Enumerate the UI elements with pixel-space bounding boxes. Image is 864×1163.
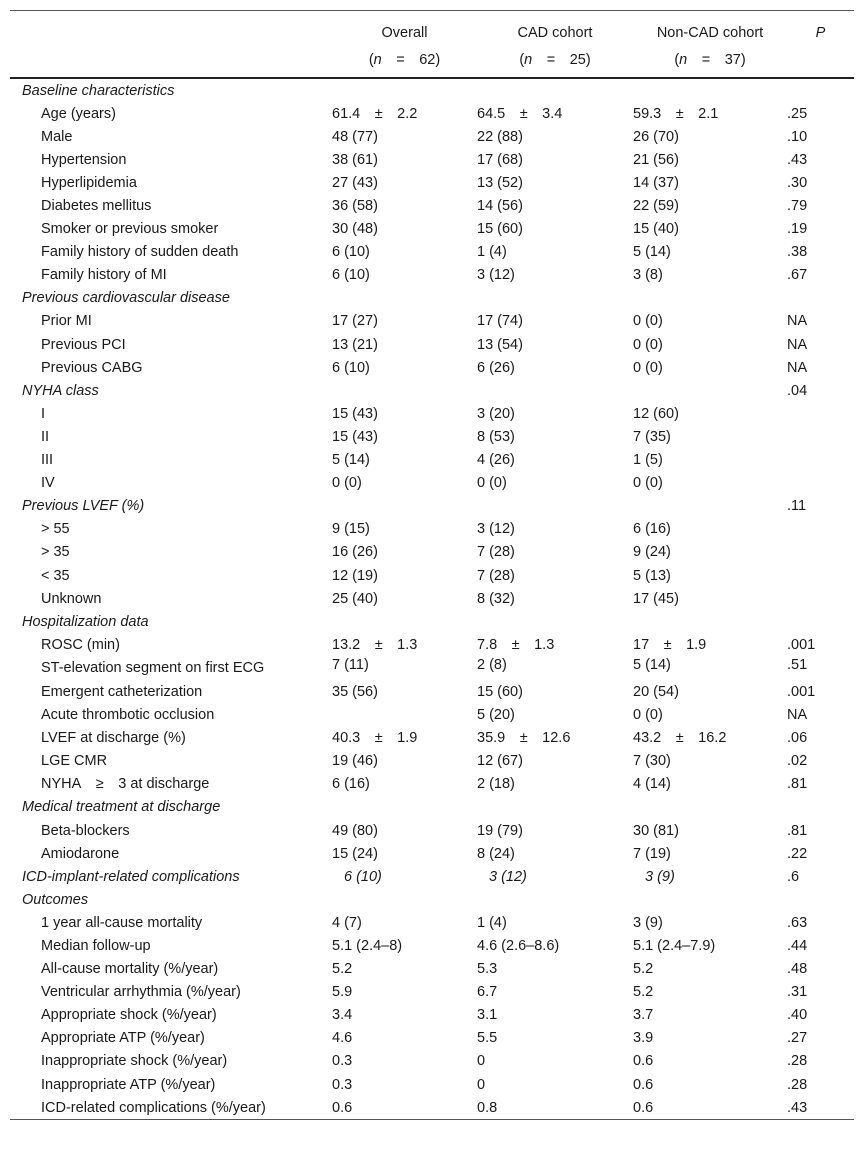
cell-noncad: 5 (14) <box>633 657 671 674</box>
row-label: Amiodarone <box>41 845 120 862</box>
section-title: Outcomes <box>22 891 89 908</box>
table-row <box>10 911 854 934</box>
header-noncad: Non-CAD cohort <box>633 11 787 44</box>
cell-overall: 48 (77) <box>332 128 378 145</box>
row-label: ICD-related complications (%/year) <box>10 1096 332 1120</box>
cell-overall: 30 (48) <box>332 221 378 238</box>
row-label: Ventricular arrhythmia (%/year) <box>41 984 241 1001</box>
cell-p-value <box>787 425 854 448</box>
table-row <box>10 1096 854 1120</box>
cell-overall: 4 (7) <box>332 914 362 931</box>
cell-cad: 64.5 ± 3.4 <box>477 105 563 122</box>
cell-p-value: .19 <box>787 221 808 238</box>
cell-overall: 35 (56) <box>332 683 378 700</box>
cell-noncad: 26 (70) <box>633 128 679 145</box>
header-blank <box>10 11 332 44</box>
cell-overall: 7 (11) <box>332 657 369 674</box>
cell-p-value: .31 <box>787 984 808 1001</box>
cell-overall: 25 (40) <box>332 590 378 607</box>
cell-p-value: NA <box>787 359 808 376</box>
row-label: Inappropriate ATP (%/year) <box>41 1076 216 1093</box>
cell-empty <box>633 495 787 518</box>
row-label: 1 year all-cause mortality <box>41 914 203 931</box>
cell-overall: 6 (10) <box>332 267 370 284</box>
cell-cad: 35.9 ± 12.6 <box>477 730 571 747</box>
row-label: Appropriate shock (%/year) <box>41 1007 217 1024</box>
cell-noncad: 22 (59) <box>633 198 679 215</box>
row-label: ST-elevation segment on first ECG <box>41 660 265 677</box>
cell-empty <box>477 287 633 310</box>
header-noncad-n: (n = 37) <box>633 43 787 78</box>
cell-empty <box>633 888 787 911</box>
cell-overall <box>332 704 477 727</box>
cell-overall: 27 (43) <box>332 174 378 191</box>
cell-overall: 15 (43) <box>332 428 378 445</box>
header-p: P <box>787 11 854 44</box>
cell-cad: 8 (32) <box>477 590 515 607</box>
cell-p-value: .25 <box>787 105 808 122</box>
data-table <box>10 10 854 1120</box>
row-label: Family history of sudden death <box>41 244 239 261</box>
row-label: < 35 <box>41 567 70 584</box>
table-row <box>10 541 854 564</box>
cell-empty <box>332 888 477 911</box>
cell-cad: 3 (12) <box>489 868 527 885</box>
section-title: Previous LVEF (%) <box>22 498 145 515</box>
cell-cad: 3 (20) <box>477 405 515 422</box>
cell-empty <box>633 796 787 819</box>
section-row <box>10 495 854 518</box>
cell-empty <box>332 610 477 633</box>
cell-p-value: NA <box>787 313 808 330</box>
section-title: Medical treatment at discharge <box>22 799 221 816</box>
row-label: Median follow-up <box>41 938 151 955</box>
cell-noncad: 59.3 ± 2.1 <box>633 105 719 122</box>
section-p-value <box>787 78 854 102</box>
cell-noncad: 0.6 <box>633 1096 787 1120</box>
cell-cad: 3.1 <box>477 1007 498 1024</box>
cell-noncad: 17 (45) <box>633 590 679 607</box>
cell-p-value: .43 <box>787 1096 854 1120</box>
cell-overall: 40.3 ± 1.9 <box>332 730 418 747</box>
cell-noncad: 3.7 <box>633 1007 654 1024</box>
cell-p-value: .81 <box>787 776 808 793</box>
cell-overall: 19 (46) <box>332 753 378 770</box>
row-label: Family history of MI <box>41 267 167 284</box>
cell-empty <box>332 796 477 819</box>
cell-noncad: 1 (5) <box>633 452 663 469</box>
row-label: NYHA ≥ 3 at discharge <box>41 776 210 793</box>
cell-empty <box>477 379 633 402</box>
row-label: Emergent catheterization <box>41 683 203 700</box>
cell-cad: 13 (52) <box>477 174 523 191</box>
cell-noncad: 0 (0) <box>633 336 663 353</box>
cell-overall: 16 (26) <box>332 544 378 561</box>
table-row <box>10 704 854 727</box>
section-title: Baseline characteristics <box>22 82 175 99</box>
section-title: NYHA class <box>22 382 99 399</box>
data-table-container <box>10 10 854 1120</box>
cell-cad: 8 (24) <box>477 845 515 862</box>
cell-p-value <box>787 564 854 587</box>
cell-cad: 1 (4) <box>477 914 507 931</box>
cell-noncad: 5.1 (2.4–7.9) <box>633 938 716 955</box>
cell-overall: 5.1 (2.4–8) <box>332 938 403 955</box>
cell-overall: 3.4 <box>332 1007 353 1024</box>
section-title: Hospitalization data <box>22 613 149 630</box>
section-p-value <box>787 796 854 819</box>
row-label: Acute thrombotic occlusion <box>41 707 215 724</box>
table-body <box>10 78 854 1120</box>
cell-cad: 0.8 <box>477 1096 633 1120</box>
cell-p-value <box>787 587 854 610</box>
cell-noncad: 17 ± 1.9 <box>633 636 707 653</box>
row-label: Hyperlipidemia <box>41 174 137 191</box>
row-label: Smoker or previous smoker <box>41 221 219 238</box>
cell-noncad: 4 (14) <box>633 776 671 793</box>
cell-overall: 15 (43) <box>332 405 378 422</box>
cell-cad: 4.6 (2.6–8.6) <box>477 938 560 955</box>
table-row <box>10 310 854 333</box>
cell-noncad: 21 (56) <box>633 151 679 168</box>
cell-cad: 8 (53) <box>477 428 515 445</box>
table-row <box>10 449 854 472</box>
cell-empty <box>633 610 787 633</box>
cell-cad: 0 <box>477 1053 486 1070</box>
header-cad-n: (n = 25) <box>477 43 633 78</box>
cell-noncad: 3.9 <box>633 1030 654 1047</box>
header-p-n <box>787 43 854 78</box>
cell-overall: 0 (0) <box>332 475 362 492</box>
cell-p-value: NA <box>787 336 808 353</box>
cell-overall: 12 (19) <box>332 567 378 584</box>
row-label: > 35 <box>41 544 70 561</box>
row-label: Male <box>41 128 73 145</box>
cell-overall: 36 (58) <box>332 198 378 215</box>
cell-noncad: 30 (81) <box>633 822 679 839</box>
cell-empty <box>477 888 633 911</box>
cell-p-value <box>787 402 854 425</box>
cell-p-value: .02 <box>787 753 808 770</box>
cell-noncad: 5 (14) <box>633 244 671 261</box>
cell-noncad: 12 (60) <box>633 405 679 422</box>
cell-noncad: 7 (19) <box>633 845 671 862</box>
cell-p-value: .30 <box>787 174 808 191</box>
cell-cad: 19 (79) <box>477 822 523 839</box>
cell-overall: 6 (10) <box>332 244 370 261</box>
cell-p-value: NA <box>787 707 808 724</box>
section-row <box>10 379 854 402</box>
cell-overall: 4.6 <box>332 1030 353 1047</box>
table-row <box>10 425 854 448</box>
cell-p-value <box>787 518 854 541</box>
section-row <box>10 796 854 819</box>
table-row <box>10 518 854 541</box>
cell-empty <box>633 379 787 402</box>
cell-cad: 0 (0) <box>477 475 507 492</box>
cell-empty <box>633 78 787 102</box>
cell-overall: 5.2 <box>332 961 353 978</box>
cell-p-value: .44 <box>787 938 808 955</box>
cell-noncad: 0 (0) <box>633 707 663 724</box>
cell-noncad: 5.2 <box>633 961 654 978</box>
header-cad: CAD cohort <box>477 11 633 44</box>
row-label: LVEF at discharge (%) <box>41 730 186 747</box>
cell-p-value: .51 <box>787 657 808 674</box>
cell-overall: 9 (15) <box>332 521 370 538</box>
section-row <box>10 888 854 911</box>
section-title: Previous cardiovascular disease <box>22 290 230 307</box>
table-row <box>10 102 854 125</box>
cell-empty <box>477 78 633 102</box>
cell-p-value: .43 <box>787 151 808 168</box>
table-row <box>10 819 854 842</box>
table-row <box>10 241 854 264</box>
cell-overall: 0.6 <box>332 1096 477 1120</box>
cell-p-value: .81 <box>787 822 808 839</box>
cell-cad: 7 (28) <box>477 567 515 584</box>
cell-noncad: 0 (0) <box>633 475 663 492</box>
section-p-value: .04 <box>787 382 808 399</box>
cell-noncad: 15 (40) <box>633 221 679 238</box>
cell-cad: 17 (68) <box>477 151 523 168</box>
cell-overall: 49 (80) <box>332 822 378 839</box>
cell-p-value <box>787 541 854 564</box>
cell-empty <box>633 287 787 310</box>
header-overall: Overall <box>332 11 477 44</box>
table-row <box>10 1073 854 1096</box>
row-label: Unknown <box>41 590 102 607</box>
table-row <box>10 934 854 957</box>
section-row <box>10 865 854 888</box>
header-overall-n: (n = 62) <box>332 43 477 78</box>
cell-empty <box>477 796 633 819</box>
cell-cad: 3 (12) <box>477 521 515 538</box>
cell-cad: 2 (8) <box>477 657 507 674</box>
table-row <box>10 1027 854 1050</box>
row-label: Previous CABG <box>41 359 143 376</box>
table-row <box>10 356 854 379</box>
cell-cad: 12 (67) <box>477 753 523 770</box>
row-label: ROSC (min) <box>41 636 120 653</box>
section-p-value <box>787 888 854 911</box>
row-label: Age (years) <box>41 105 116 122</box>
cell-p-value: .28 <box>787 1076 808 1093</box>
header-blank-sub <box>10 43 332 78</box>
row-label: Beta-blockers <box>41 822 130 839</box>
section-row <box>10 610 854 633</box>
cell-p-value: .38 <box>787 244 808 261</box>
cell-overall: 6 (16) <box>332 776 370 793</box>
cell-overall: 6 (10) <box>344 868 382 885</box>
table-row <box>10 656 854 680</box>
cell-overall: 5.9 <box>332 984 353 1001</box>
cell-p-value: .27 <box>787 1030 808 1047</box>
table-row <box>10 958 854 981</box>
table-row <box>10 981 854 1004</box>
table-row <box>10 773 854 796</box>
cell-noncad: 3 (9) <box>645 868 675 885</box>
row-label: Diabetes mellitus <box>41 198 152 215</box>
table-row <box>10 727 854 750</box>
section-row <box>10 78 854 102</box>
cell-overall: 0.3 <box>332 1076 353 1093</box>
cell-cad: 15 (60) <box>477 221 523 238</box>
cell-cad: 0 <box>477 1076 486 1093</box>
cell-cad: 5 (20) <box>477 707 515 724</box>
row-label: IV <box>41 475 55 492</box>
cell-noncad: 3 (8) <box>633 267 663 284</box>
cell-cad: 2 (18) <box>477 776 515 793</box>
section-row <box>10 287 854 310</box>
cell-p-value: .001 <box>787 636 816 653</box>
table-row <box>10 750 854 773</box>
cell-overall: 0.3 <box>332 1053 353 1070</box>
cell-overall: 5 (14) <box>332 452 370 469</box>
cell-noncad: 5 (13) <box>633 567 671 584</box>
cell-noncad: 7 (35) <box>633 428 671 445</box>
section-p-value: .6 <box>787 868 800 885</box>
table-row <box>10 264 854 287</box>
cell-cad: 5.5 <box>477 1030 498 1047</box>
table-row <box>10 680 854 703</box>
table-row <box>10 587 854 610</box>
cell-p-value: .28 <box>787 1053 808 1070</box>
table-row <box>10 125 854 148</box>
cell-noncad: 0 (0) <box>633 313 663 330</box>
section-title: ICD-implant-related complications <box>22 868 240 885</box>
row-label: LGE CMR <box>41 753 108 770</box>
section-p-value <box>787 610 854 633</box>
cell-overall: 6 (10) <box>332 359 370 376</box>
cell-cad: 5.3 <box>477 961 498 978</box>
table-row <box>10 333 854 356</box>
cell-noncad: 0.6 <box>633 1076 654 1093</box>
cell-cad: 17 (74) <box>477 313 523 330</box>
row-label: All-cause mortality (%/year) <box>41 961 219 978</box>
cell-noncad: 6 (16) <box>633 521 671 538</box>
row-label: Prior MI <box>41 313 92 330</box>
cell-cad: 7 (28) <box>477 544 515 561</box>
cell-overall: 15 (24) <box>332 845 378 862</box>
row-label: Inappropriate shock (%/year) <box>41 1053 228 1070</box>
cell-p-value: .001 <box>787 683 816 700</box>
cell-noncad: 7 (30) <box>633 753 671 770</box>
cell-noncad: 5.2 <box>633 984 654 1001</box>
cell-overall: 13.2 ± 1.3 <box>332 636 418 653</box>
row-label: I <box>41 405 46 422</box>
row-label: Appropriate ATP (%/year) <box>41 1030 205 1047</box>
section-p-value: .11 <box>787 498 807 515</box>
table-row <box>10 1050 854 1073</box>
cell-noncad: 0.6 <box>633 1053 654 1070</box>
table-row <box>10 171 854 194</box>
cell-cad: 3 (12) <box>477 267 515 284</box>
table-header <box>10 11 854 79</box>
cell-empty <box>332 78 477 102</box>
cell-empty <box>332 287 477 310</box>
table-row <box>10 194 854 217</box>
row-label: Hypertension <box>41 151 127 168</box>
cell-overall: 61.4 ± 2.2 <box>332 105 418 122</box>
table-row <box>10 1004 854 1027</box>
cell-cad: 4 (26) <box>477 452 515 469</box>
cell-p-value <box>787 472 854 495</box>
cell-p-value: .10 <box>787 128 808 145</box>
cell-cad: 1 (4) <box>477 244 507 261</box>
section-p-value <box>787 287 854 310</box>
cell-p-value: .63 <box>787 914 808 931</box>
cell-p-value: .40 <box>787 1007 808 1024</box>
cell-overall: 17 (27) <box>332 313 378 330</box>
cell-noncad: 20 (54) <box>633 683 679 700</box>
table-row <box>10 218 854 241</box>
cell-cad: 6 (26) <box>477 359 515 376</box>
cell-noncad: 0 (0) <box>633 359 663 376</box>
cell-cad: 15 (60) <box>477 683 523 700</box>
table-row <box>10 842 854 865</box>
row-label: Previous PCI <box>41 336 126 353</box>
row-label: > 55 <box>41 521 70 538</box>
cell-overall: 38 (61) <box>332 151 378 168</box>
cell-p-value: .67 <box>787 267 808 284</box>
cell-p-value: .06 <box>787 730 808 747</box>
cell-noncad: 9 (24) <box>633 544 671 561</box>
cell-noncad: 3 (9) <box>633 914 663 931</box>
cell-noncad: 43.2 ± 16.2 <box>633 730 727 747</box>
cell-p-value: .79 <box>787 198 808 215</box>
cell-p-value: .48 <box>787 961 808 978</box>
row-label: III <box>41 452 54 469</box>
table-row <box>10 148 854 171</box>
cell-empty <box>477 610 633 633</box>
table-row <box>10 472 854 495</box>
table-row <box>10 633 854 656</box>
table-row <box>10 402 854 425</box>
table-row <box>10 564 854 587</box>
row-label: II <box>41 428 50 445</box>
cell-cad: 6.7 <box>477 984 498 1001</box>
cell-empty <box>332 495 477 518</box>
cell-cad: 13 (54) <box>477 336 523 353</box>
cell-p-value: .22 <box>787 845 808 862</box>
cell-cad: 7.8 ± 1.3 <box>477 636 555 653</box>
cell-cad: 14 (56) <box>477 198 523 215</box>
cell-cad: 22 (88) <box>477 128 523 145</box>
cell-noncad: 14 (37) <box>633 174 679 191</box>
cell-empty <box>477 495 633 518</box>
cell-p-value <box>787 449 854 472</box>
cell-overall: 13 (21) <box>332 336 378 353</box>
cell-empty <box>332 379 477 402</box>
